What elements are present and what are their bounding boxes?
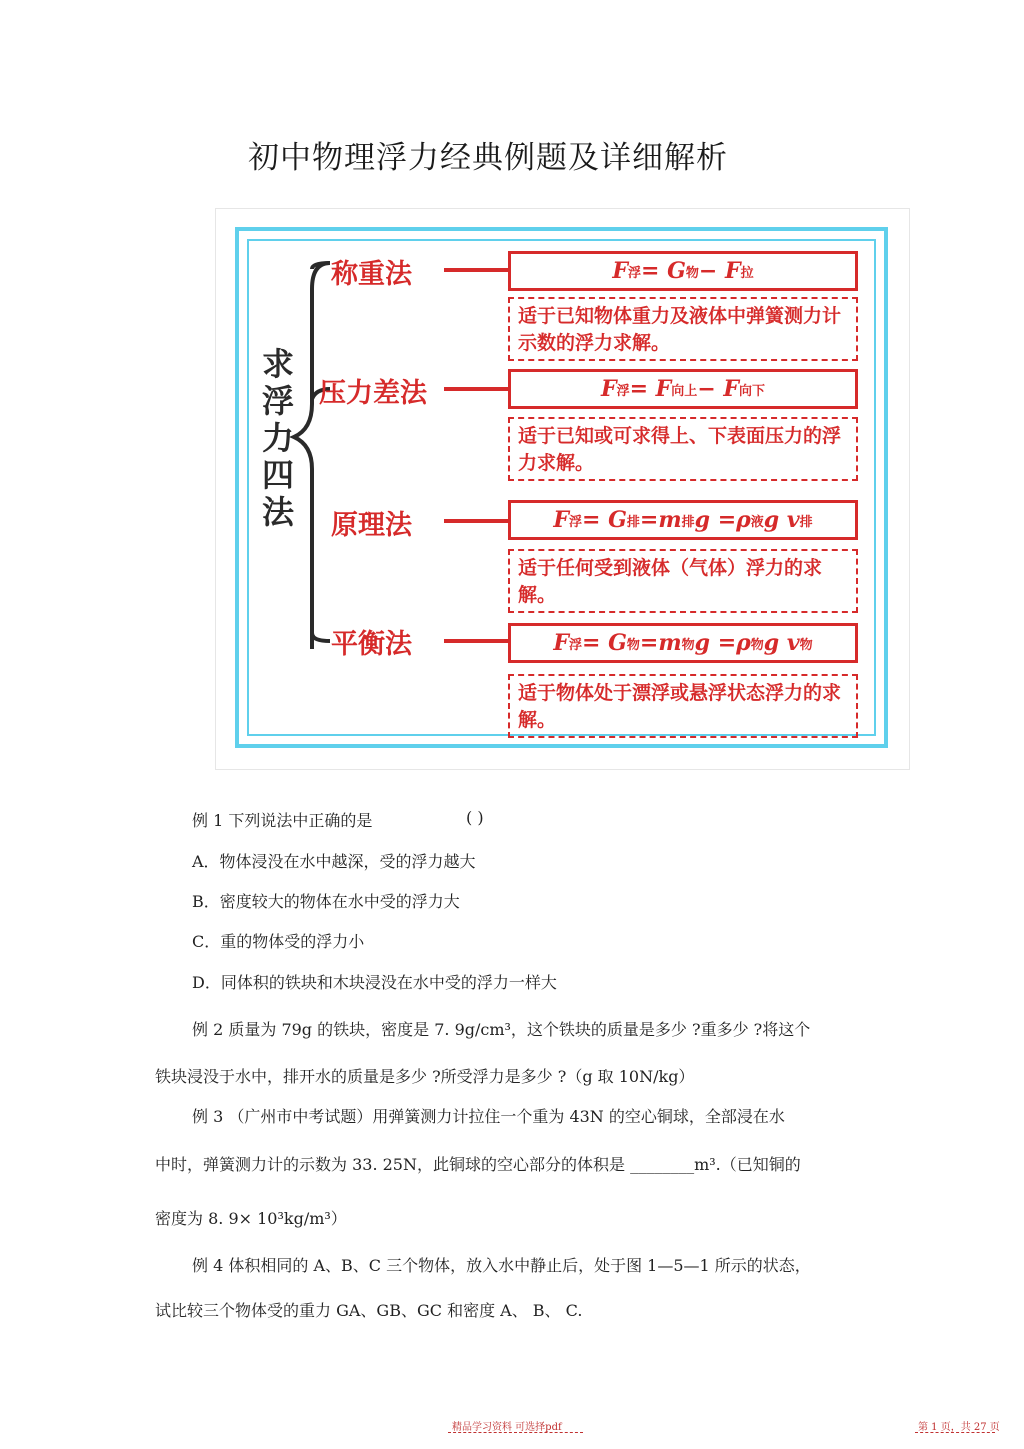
- page-number: 第 1 页，共 27 页: [918, 1422, 1000, 1433]
- brace-branches: [286, 249, 336, 659]
- page-title: 初中物理浮力经典例题及详细解析: [248, 140, 728, 176]
- example-1-option-a: A．物体浸没在水中越深，受的浮力越大: [192, 852, 476, 871]
- connector-line: [444, 268, 508, 272]
- method-principle: 原理法: [331, 510, 412, 541]
- note-weighing: 适于已知物体重力及液体中弹簧测力计示数的浮力求解。: [508, 297, 858, 361]
- note-equilibrium: 适于物体处于漂浮或悬浮状态浮力的求解。: [508, 674, 858, 738]
- connector-line: [444, 519, 508, 523]
- example-4-line-2: 试比较三个物体受的重力 GA、GB、GC 和密度 A、 B、 C.: [155, 1301, 583, 1320]
- example-3-line-1: 例 3 （广州市中考试题）用弹簧测力计拉住一个重为 43N 的空心铜球，全部浸在水: [192, 1107, 785, 1126]
- example-1-option-c: C．重的物体受的浮力小: [192, 932, 365, 951]
- example-1-question: 例 1 下列说法中正确的是: [192, 811, 373, 830]
- formula-principle: F 浮 = G 排 =m 排 g =ρ 液 g v 排: [508, 500, 858, 540]
- method-weighing: 称重法: [331, 259, 412, 290]
- example-1-option-b: B．密度较大的物体在水中受的浮力大: [192, 892, 460, 911]
- method-equilibrium: 平衡法: [331, 629, 412, 660]
- footer-rule: [448, 1432, 583, 1433]
- example-2-line-2: 铁块浸没于水中，排开水的质量是多少 ?所受浮力是多少 ?（g 取 10N/kg）: [155, 1067, 695, 1086]
- connector-line: [444, 387, 508, 391]
- formula-equilibrium: F 浮 = G 物 =m 物 g =ρ 物 g v 物: [508, 623, 858, 663]
- example-3-line-2: 中时，弹簧测力计的示数为 33. 25N，此铜球的空心部分的体积是 ________m³.（已知铜的: [155, 1155, 801, 1174]
- buoyancy-methods-diagram: [215, 208, 910, 770]
- formula-weighing: F 浮 = G 物 − F 拉: [508, 251, 858, 291]
- example-4-line-1: 例 4 体积相同的 A、B、C 三个物体，放入水中静止后，处于图 1—5—1 所示的状态，: [192, 1256, 811, 1275]
- example-3-line-3: 密度为 8. 9× 10³kg/m³）: [155, 1209, 347, 1228]
- example-1-answer-blank: ( ): [466, 808, 484, 827]
- footer-rule: [915, 1432, 995, 1433]
- diagram-root-label: 求 浮 力 四 法: [261, 345, 294, 531]
- footer-left-text: 精品学习资料 可选择pdf: [452, 1422, 562, 1433]
- note-pressure-difference: 适于已知或可求得上、下表面压力的浮力求解。: [508, 417, 858, 481]
- method-pressure-difference: 压力差法: [319, 378, 427, 409]
- formula-pressure-difference: F 浮 = F 向上 − F 向下: [508, 369, 858, 409]
- connector-line: [444, 639, 508, 643]
- note-principle: 适于任何受到液体（气体）浮力的求解。: [508, 549, 858, 613]
- example-1-option-d: D．同体积的铁块和木块浸没在水中受的浮力一样大: [192, 973, 557, 992]
- example-2-line-1: 例 2 质量为 79g 的铁块，密度是 7. 9g/cm³，这个铁块的质量是多少 ?重多少 ?将这个: [192, 1020, 811, 1039]
